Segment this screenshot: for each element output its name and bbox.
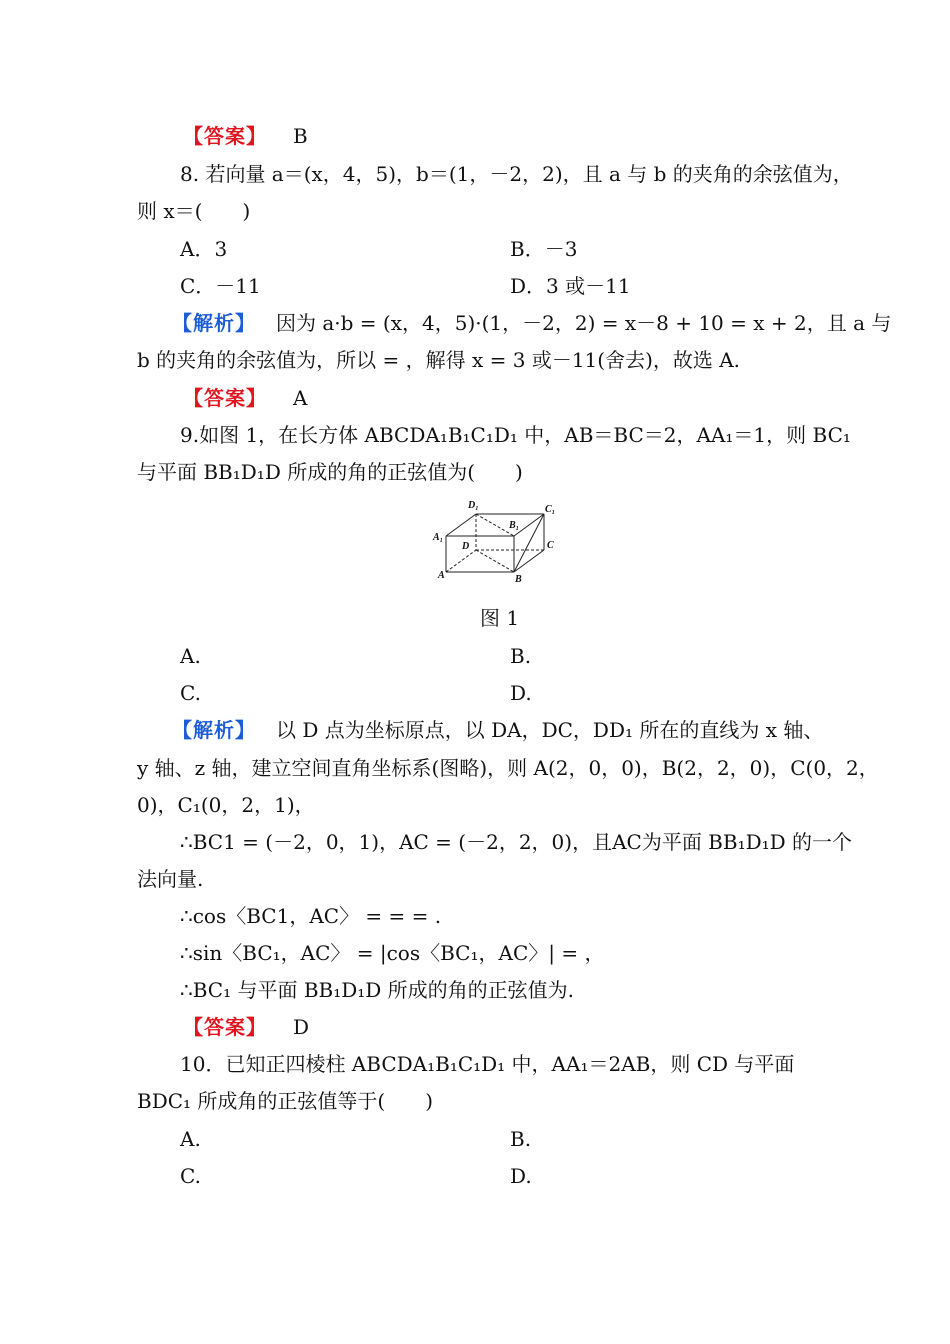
solution-9-line-5: 法向量. — [137, 867, 204, 891]
vertex-c-label: C — [547, 540, 554, 551]
question-8-line-1: 8. 若向量 a＝(x，4，5)，b＝(1，－2，2)，且 a 与 b 的夹角的余弦值为， — [180, 162, 853, 186]
solution-9-tag: 【解析】 — [172, 718, 256, 742]
solution-9-line-3: 0)，C₁(0，2，1)， — [137, 793, 315, 817]
question-10-line-2: BDC₁ 所成角的正弦值等于( ) — [137, 1089, 434, 1113]
solution-8-line-2: b 的夹角的余弦值为，所以 = ，解得 x = 3 或－11(舍去)，故选 A. — [137, 348, 741, 372]
solution-9-line-2: y 轴、z 轴，建立空间直角坐标系(图略)，则 A(2，0，0)，B(2，2，0)，C(0，2， — [137, 756, 879, 780]
question-8-option-d: D．3 或－11 — [510, 274, 631, 298]
question-9-option-b: B. — [510, 644, 532, 668]
solution-9-line-4: ∴BC1 = (－2，0，1)，AC = (－2，2，0)，且AC为平面 BB₁D₁D 的一个 — [180, 830, 853, 854]
vertex-a1-label: A₁ — [433, 532, 444, 543]
answer-9-tag: 【答案】 — [183, 1015, 267, 1039]
answer-8-value: A — [293, 386, 308, 410]
vertex-d1-label: D₁ — [468, 500, 479, 511]
question-9-option-c: C. — [180, 681, 201, 705]
vertex-b1-label: B₁ — [509, 520, 520, 531]
answer-8-tag: 【答案】 — [183, 386, 267, 410]
question-8-option-a: A．3 — [180, 237, 228, 261]
question-10-option-a: A. — [180, 1127, 201, 1151]
question-10-option-b: B. — [510, 1127, 532, 1151]
vertex-b-label: B — [515, 574, 522, 585]
solution-8-tag: 【解析】 — [172, 311, 256, 335]
question-9-line-1: 9.如图 1，在长方体 ABCDA₁B₁C₁D₁ 中，AB＝BC＝2，AA₁＝1，则 BC₁ — [180, 423, 851, 447]
answer-9-value: D — [293, 1015, 310, 1039]
question-9-option-a: A. — [180, 644, 201, 668]
answer-7-value: B — [293, 124, 308, 148]
question-10-option-c: C. — [180, 1164, 201, 1188]
solution-8-line-1: 因为 a·b = (x，4，5)·(1，－2，2) = x－8 + 10 = x + 2，且 a 与 — [276, 311, 892, 335]
vertex-c1-label: C₁ — [545, 504, 556, 515]
cuboid-figure — [432, 496, 562, 588]
solution-9-line-1: 以 D 点为坐标原点，以 DA，DC，DD₁ 所在的直线为 x 轴、 — [276, 718, 824, 742]
answer-7-tag: 【答案】 — [183, 124, 267, 148]
question-8-option-c: C．－11 — [180, 274, 261, 298]
vertex-d-label: D — [462, 541, 470, 552]
solution-9-line-7: ∴sin〈BC₁，AC〉 = |cos〈BC₁，AC〉| = ， — [180, 941, 605, 965]
question-9-line-2: 与平面 BB₁D₁D 所成的角的正弦值为( ) — [137, 460, 523, 484]
figure-caption: 图 1 — [480, 606, 520, 630]
question-10-option-d: D. — [510, 1164, 532, 1188]
question-9-option-d: D. — [510, 681, 532, 705]
vertex-a-label: A — [438, 570, 445, 581]
question-8-line-2: 则 x＝( ) — [137, 199, 251, 223]
solution-9-line-8: ∴BC₁ 与平面 BB₁D₁D 所成的角的正弦值为. — [180, 978, 575, 1002]
solution-9-line-6: ∴cos〈BC1，AC〉 = = = . — [180, 904, 442, 928]
question-8-option-b: B．－3 — [510, 237, 578, 261]
question-10-line-1: 10．已知正四棱柱 ABCDA₁B₁C₁D₁ 中，AA₁＝2AB，则 CD 与平面 — [180, 1052, 795, 1076]
